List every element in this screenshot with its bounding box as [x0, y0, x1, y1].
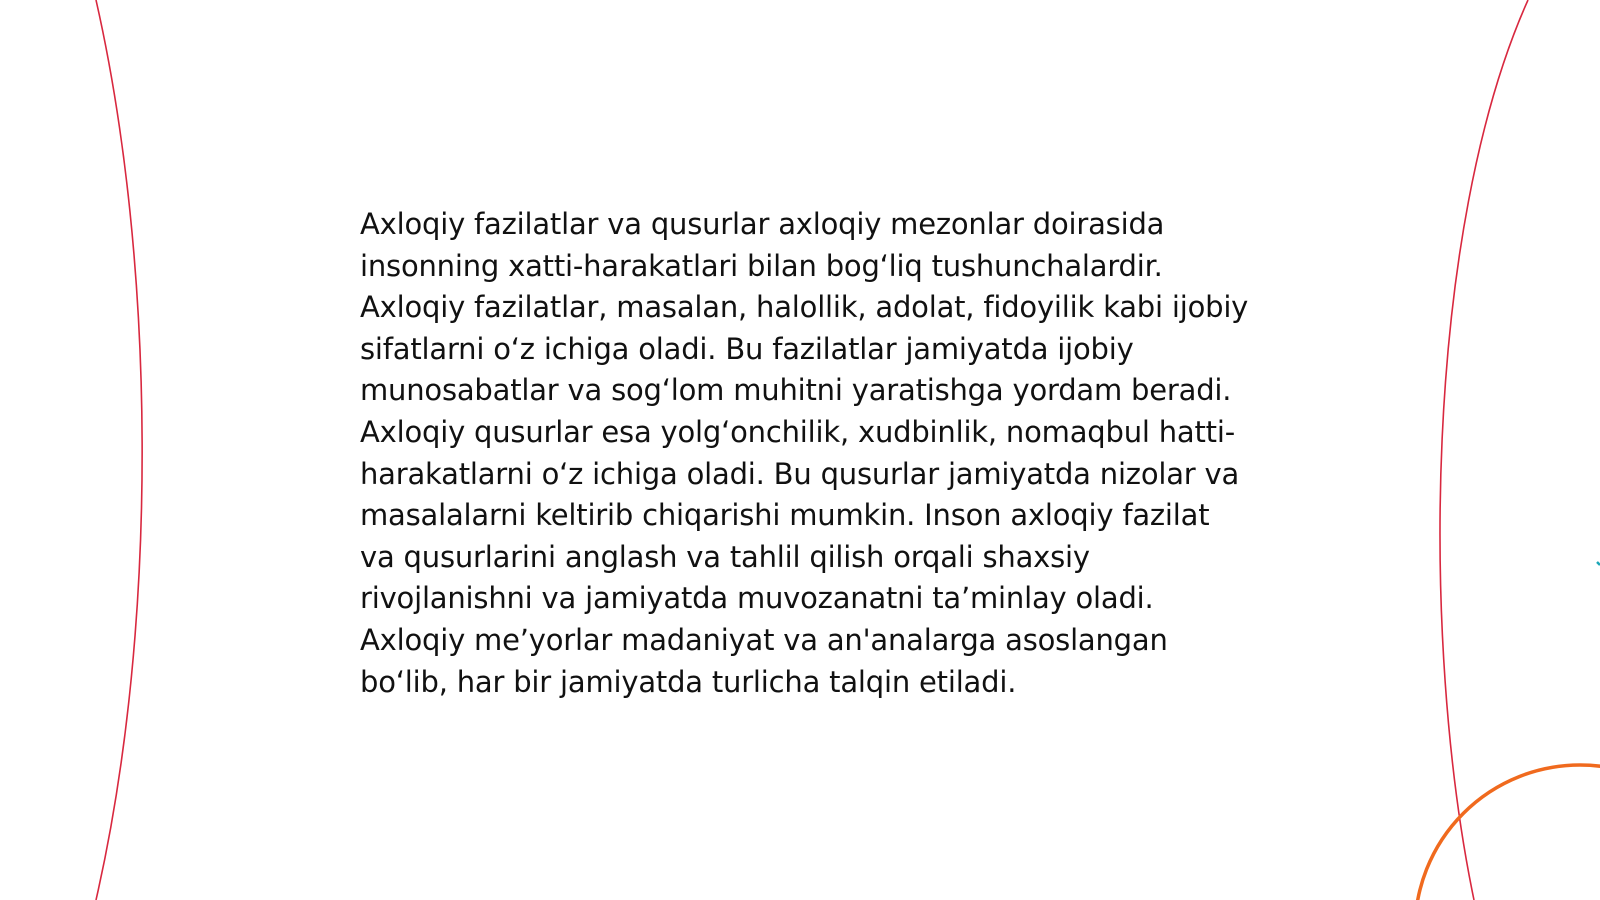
orange-circle: [1415, 765, 1600, 900]
left-curve: [96, 0, 142, 900]
body-text: Axloqiy fazilatlar va qusurlar axloqiy mezonlar doirasida insonning xatti-harakatlari bilan bog‘liq tushunchalardir. Axloqiy fazilatlar, masalan, halollik, adolat, fidoyilik kabi ijobiy sifatlarni o‘z ichiga oladi. Bu fazilatlar jamiyatda ijobiy munosabatlar va sog‘lom muhitni yaratishga yordam beradi. Axloqiy qusurlar esa yolg‘onchilik, xudbinlik, nomaqbul hatti-harakatlarni o‘z ichiga oladi. Bu qusurlar jamiyatda nizolar va masalalarni keltirib chiqarishi mumkin. Inson axloqiy fazilat va qusurlarini anglash va tahlil qilish orqali shaxsiy rivojlanishni va jamiyatda muvozanatni ta’minlay oladi. Axloqiy me’yorlar madaniyat va an'analarga asoslangan bo‘lib, har bir jamiyatda turlicha talqin etiladi.: [360, 207, 1249, 699]
right-curve: [1440, 0, 1528, 900]
